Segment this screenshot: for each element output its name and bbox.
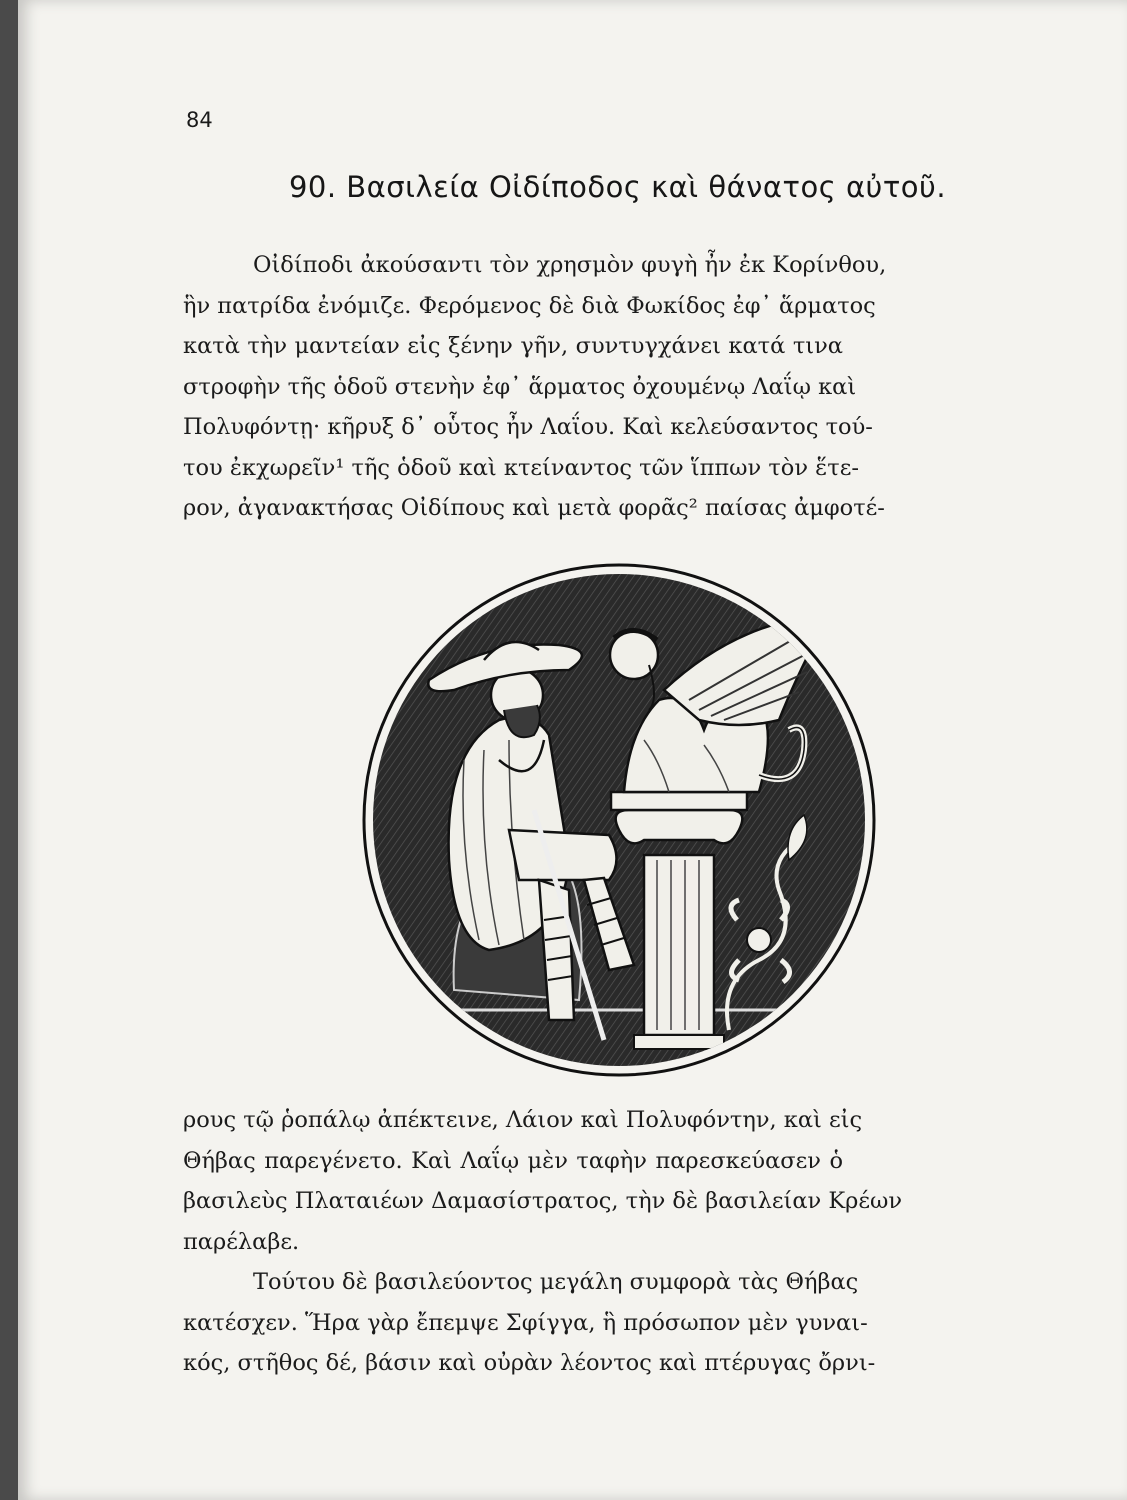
text-line: Θήβας παρεγένετο. Καὶ Λαΐῳ μὲν ταφὴν παρεσκεύασεν ὁ [183,1147,843,1174]
flower-ornament [747,928,771,952]
text-line: στροφὴν τῆς ὁδοῦ στενὴν ἐφ᾽ ἅρματος ὀχουμένῳ Λαΐῳ καὶ [183,373,857,400]
text-line: βασιλεὺς Πλαταιέων Δαμασίστρατος, τὴν δὲ βασιλείαν Κρέων [183,1188,903,1214]
text-line: Τούτου δὲ βασιλεύοντος μεγάλη συμφορὰ τὰς Θήβας [253,1269,859,1295]
text-line: Πολυφόντῃ· κῆρυξ δ᾽ οὗτος ἦν Λαΐου. Καὶ κελεύσαντος τού- [183,414,873,440]
text-line: του ἐκχωρεῖν¹ τῆς ὁδοῦ καὶ κτείναντος τῶν ἵππων τὸν ἕτε- [183,454,859,481]
text-line: ρους τῷ ῥοπάλῳ ἀπέκτεινε, Λάιον καὶ Πολυφόντην, καὶ εἰς [183,1107,863,1133]
page-number: 84 [186,108,213,132]
column-capital [616,810,743,843]
text-line: Οἰδίποδι ἀκούσαντι τὸν χρησμὸν φυγὴ ἦν ἐκ Κορίνθου, [253,252,887,278]
ionic-column [644,855,714,1035]
text-line: κατέσχεν. Ἥρα γὰρ ἔπεμψε Σφίγγα, ἣ πρόσωπον μὲν γυναι- [183,1309,868,1336]
paragraph-1 [183,245,887,529]
text-line: ρον, ἀγανακτήσας Οἰδίπους καὶ μετὰ φορᾶς² παίσας ἀμφοτέ- [183,495,885,521]
chapter-title: 90. Βασιλεία Οἰδίποδος καὶ θάνατος αὐτοῦ. [288,170,947,204]
paragraph-2 [183,1100,903,1384]
text-line: κός, στῆθος δέ, βάσιν καὶ οὐρὰν λέοντος καὶ πτέρυγας ὄρνι- [183,1350,876,1376]
text-line: κατὰ τὴν μαντείαν εἰς ξένην γῆν, συντυγχάνει κατά τινα [183,333,843,359]
book-page [18,0,1127,1500]
text-line: ἣν πατρίδα ἐνόμιζε. Φερόμενος δὲ διὰ Φωκίδος ἐφ᾽ ἅρματος [183,292,876,319]
oedipus-thigh [509,830,617,880]
oedipus-sphinx-illustration [359,560,879,1080]
text-line: παρέλαβε. [183,1228,300,1255]
